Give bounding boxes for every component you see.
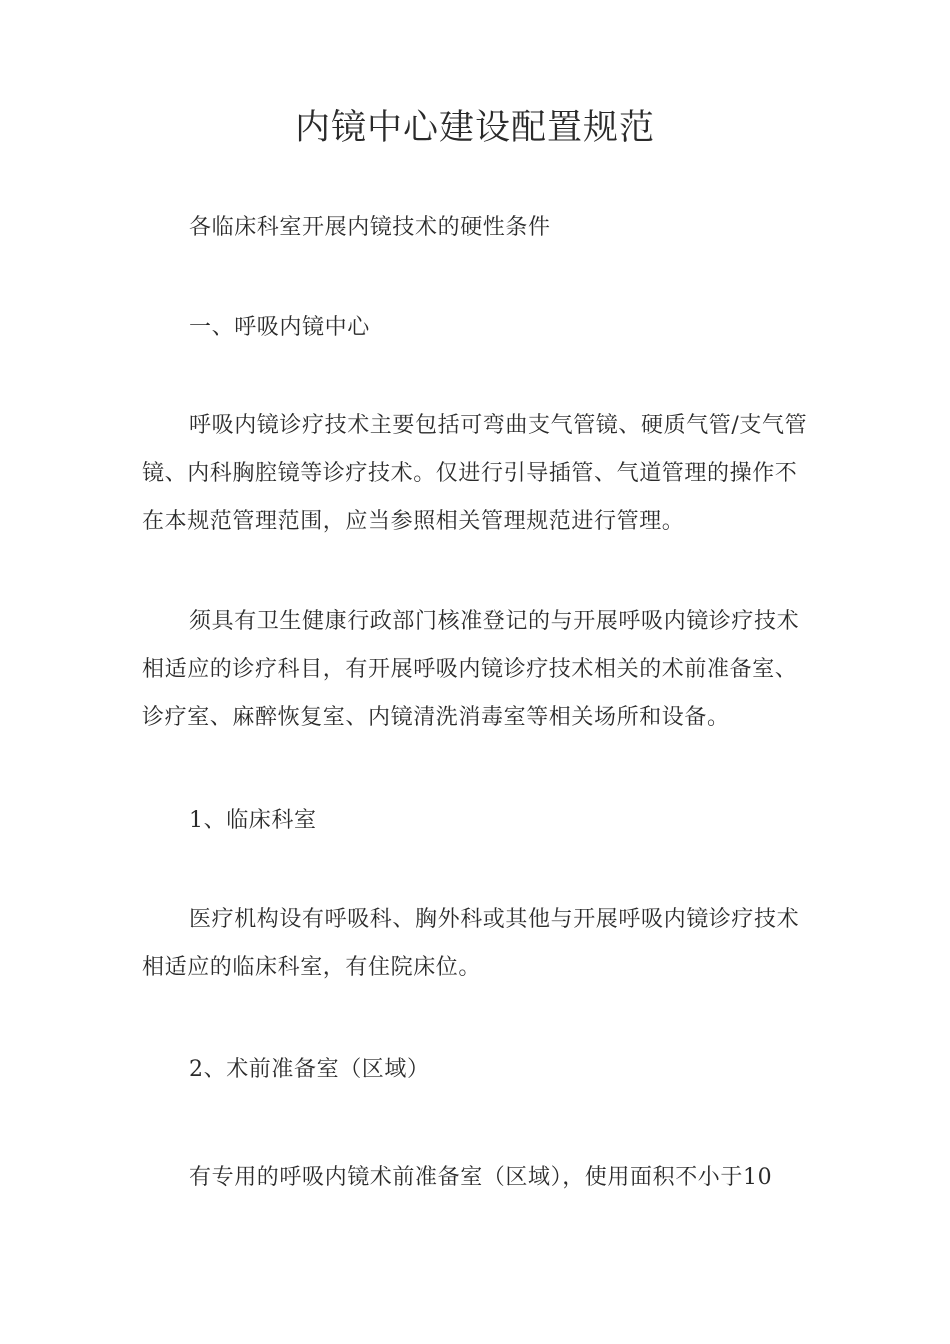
- paragraph-prep-room: [142, 1154, 814, 1202]
- paragraph-line: 有专用的呼吸内镜术前准备室（区域），使用面积不小于10: [189, 1165, 773, 1190]
- paragraph-requirements: [142, 598, 814, 742]
- paragraph-line: 相适应的临床科室，有住院床位。: [142, 955, 482, 980]
- paragraph-line: 在本规范管理范围，应当参照相关管理规范进行管理。: [142, 509, 685, 534]
- item-heading-text: 1、临床科室: [189, 808, 317, 833]
- item-heading-text: 2、术前准备室（区域）: [189, 1057, 430, 1082]
- paragraph-line: 诊疗室、麻醉恢复室、内镜清洗消毒室等相关场所和设备。: [142, 705, 730, 730]
- paragraph-line: 须具有卫生健康行政部门核准登记的与开展呼吸内镜诊疗技术: [189, 609, 800, 634]
- item-heading-prep-room: [142, 1046, 814, 1094]
- paragraph-line: 相适应的诊疗科目，有开展呼吸内镜诊疗技术相关的术前准备室、: [142, 657, 798, 682]
- item-heading-clinical-department: [142, 797, 814, 845]
- paragraph-clinical-department: [142, 896, 814, 992]
- section-heading-respiratory: [142, 304, 814, 352]
- paragraph-scope: [142, 402, 814, 546]
- paragraph-line: 医疗机构设有呼吸科、胸外科或其他与开展呼吸内镜诊疗技术: [189, 907, 800, 932]
- paragraph-line: 镜、内科胸腔镜等诊疗技术。仅进行引导插管、气道管理的操作不: [142, 461, 798, 486]
- paragraph-line: 呼吸内镜诊疗技术主要包括可弯曲支气管镜、硬质气管/支气管: [189, 413, 808, 438]
- subtitle-line: 各临床科室开展内镜技术的硬性条件: [189, 215, 551, 240]
- section-heading-text: 一、呼吸内镜中心: [189, 315, 370, 340]
- document-subtitle: [142, 204, 814, 252]
- document-title: 内镜中心建设配置规范: [294, 108, 655, 148]
